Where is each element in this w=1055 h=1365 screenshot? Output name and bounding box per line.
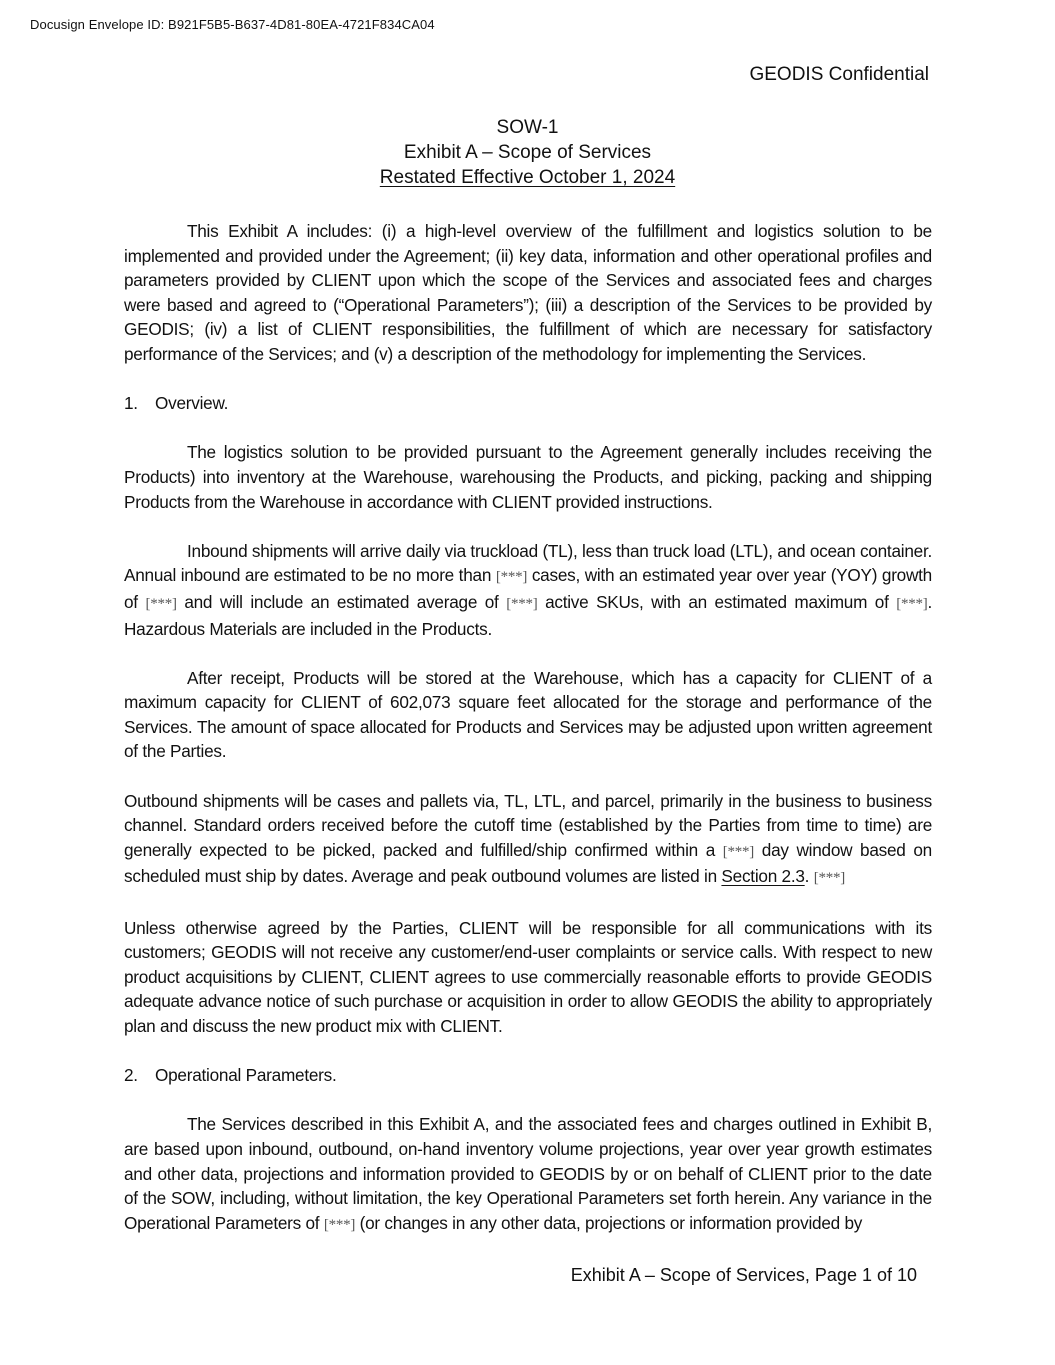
- operational-parameters-paragraph: The Services described in this Exhibit A, and the associated fees and charges outlined in Exhibit B, are based upon inbound, outbound, on-hand inventory volume projections, year over year growth estimates and other data, projections and information provided to GEODIS by or on behalf of CLIENT prior to the date of the SOW, including, without limitation, the key Operational Parameters set forth herein. Any variance in the Operational Parameters of [***] (or changes in any other data, projections or information provided by: [124, 1114, 932, 1233]
- redaction: [***]: [495, 569, 528, 586]
- redaction: [***]: [813, 870, 845, 887]
- confidential-label: GEODIS Confidential: [749, 64, 929, 85]
- title-sow: SOW-1: [496, 117, 559, 138]
- redaction: [***]: [896, 595, 928, 612]
- title-exhibit: Exhibit A – Scope of Services: [403, 142, 652, 163]
- intro-paragraph: This Exhibit A includes: (i) a high-level overview of the fulfillment and logistics solution to be implemented and provided under the Agreement; (ii) key data, information and other operational profiles and parameters provided by CLIENT upon which the scope of the Services and associated fees and charges were based and agreed to (“Operational Parameters”); (iii) a description of the Services to be provided by GEODIS; (iv) a list of CLIENT responsibilities, the fulfillment of which are necessary for satisfactory performance of the Services; and (v) a description of the methodology for implementing the Services.: [124, 221, 932, 364]
- overview-paragraph-1: The logistics solution to be provided pursuant to the Agreement generally includes receiving the Products) into inventory at the Warehouse, warehousing the Products, and picking, packing and shipping Products from the Warehouse in accordance with CLIENT provided instructions.: [124, 442, 932, 512]
- page-footer: Exhibit A – Scope of Services, Page 1 of 10: [570, 1265, 917, 1285]
- section-1-number: 1.: [124, 393, 138, 414]
- effective-date-text: Restated Effective October 1, 2024: [379, 167, 676, 188]
- section-1-heading: [124, 391, 932, 416]
- document-body: [124, 219, 932, 1262]
- section-2-number: 2.: [124, 1065, 138, 1086]
- section-2-title: Operational Parameters.: [155, 1065, 337, 1086]
- overview-paragraph-communications: Unless otherwise agreed by the Parties, CLIENT will be responsible for all communications with its customers; GEODIS will not receive any customer/end-user complaints or service calls. With respect to new product acquisitions by CLIENT, CLIENT agrees to use commercially reasonable efforts to provide GEODIS adequate advance notice of such purchase or acquisition in order to allow GEODIS the ability to appropriately plan and discuss the new product mix with CLIENT.: [124, 917, 932, 1036]
- overview-paragraph-outbound: Outbound shipments will be cases and pallets via, TL, LTL, and parcel, primarily in the business to business channel. Standard orders received before the cutoff time (established by the Parties from time to time) are generally expected to be picked, packed and fulfilled/ship confirmed within a [***] day window based on scheduled must ship by dates. Average and peak outbound volumes are listed in Section 2.3. [***]: [124, 790, 932, 887]
- document-title: [0, 115, 1055, 190]
- redaction: [***]: [145, 595, 177, 612]
- overview-paragraph-storage: After receipt, Products will be stored at the Warehouse, which has a capacity for CLIENT of a maximum capacity for CLIENT of 602,073 square feet allocated for the storage and performance of the Services. The amount of space allocated for Products and Services may be adjusted upon written agreement of the Parties.: [124, 667, 932, 762]
- redaction: [***]: [506, 595, 538, 612]
- title-effective-date: [0, 165, 1055, 190]
- overview-paragraph-inbound: Inbound shipments will arrive daily via truckload (TL), less than truck load (LTL), and ocean container. Annual inbound are estimated to be no more than [***] cases, with an estimated year over year (YOY) growth of [***] and will include an estimated average of [***] active SKUs, with an estimated maximum of [***]. Hazardous Materials are included in the Products.: [124, 540, 933, 639]
- section-2-3-link[interactable]: Section 2.3: [721, 866, 805, 887]
- section-2-heading: [124, 1063, 932, 1088]
- redaction: [***]: [323, 1216, 356, 1233]
- envelope-id: Docusign Envelope ID: B921F5B5-B637-4D81-80EA-4721F834CA04: [30, 17, 435, 32]
- section-1-title: Overview.: [155, 393, 229, 414]
- redaction: [***]: [722, 843, 755, 860]
